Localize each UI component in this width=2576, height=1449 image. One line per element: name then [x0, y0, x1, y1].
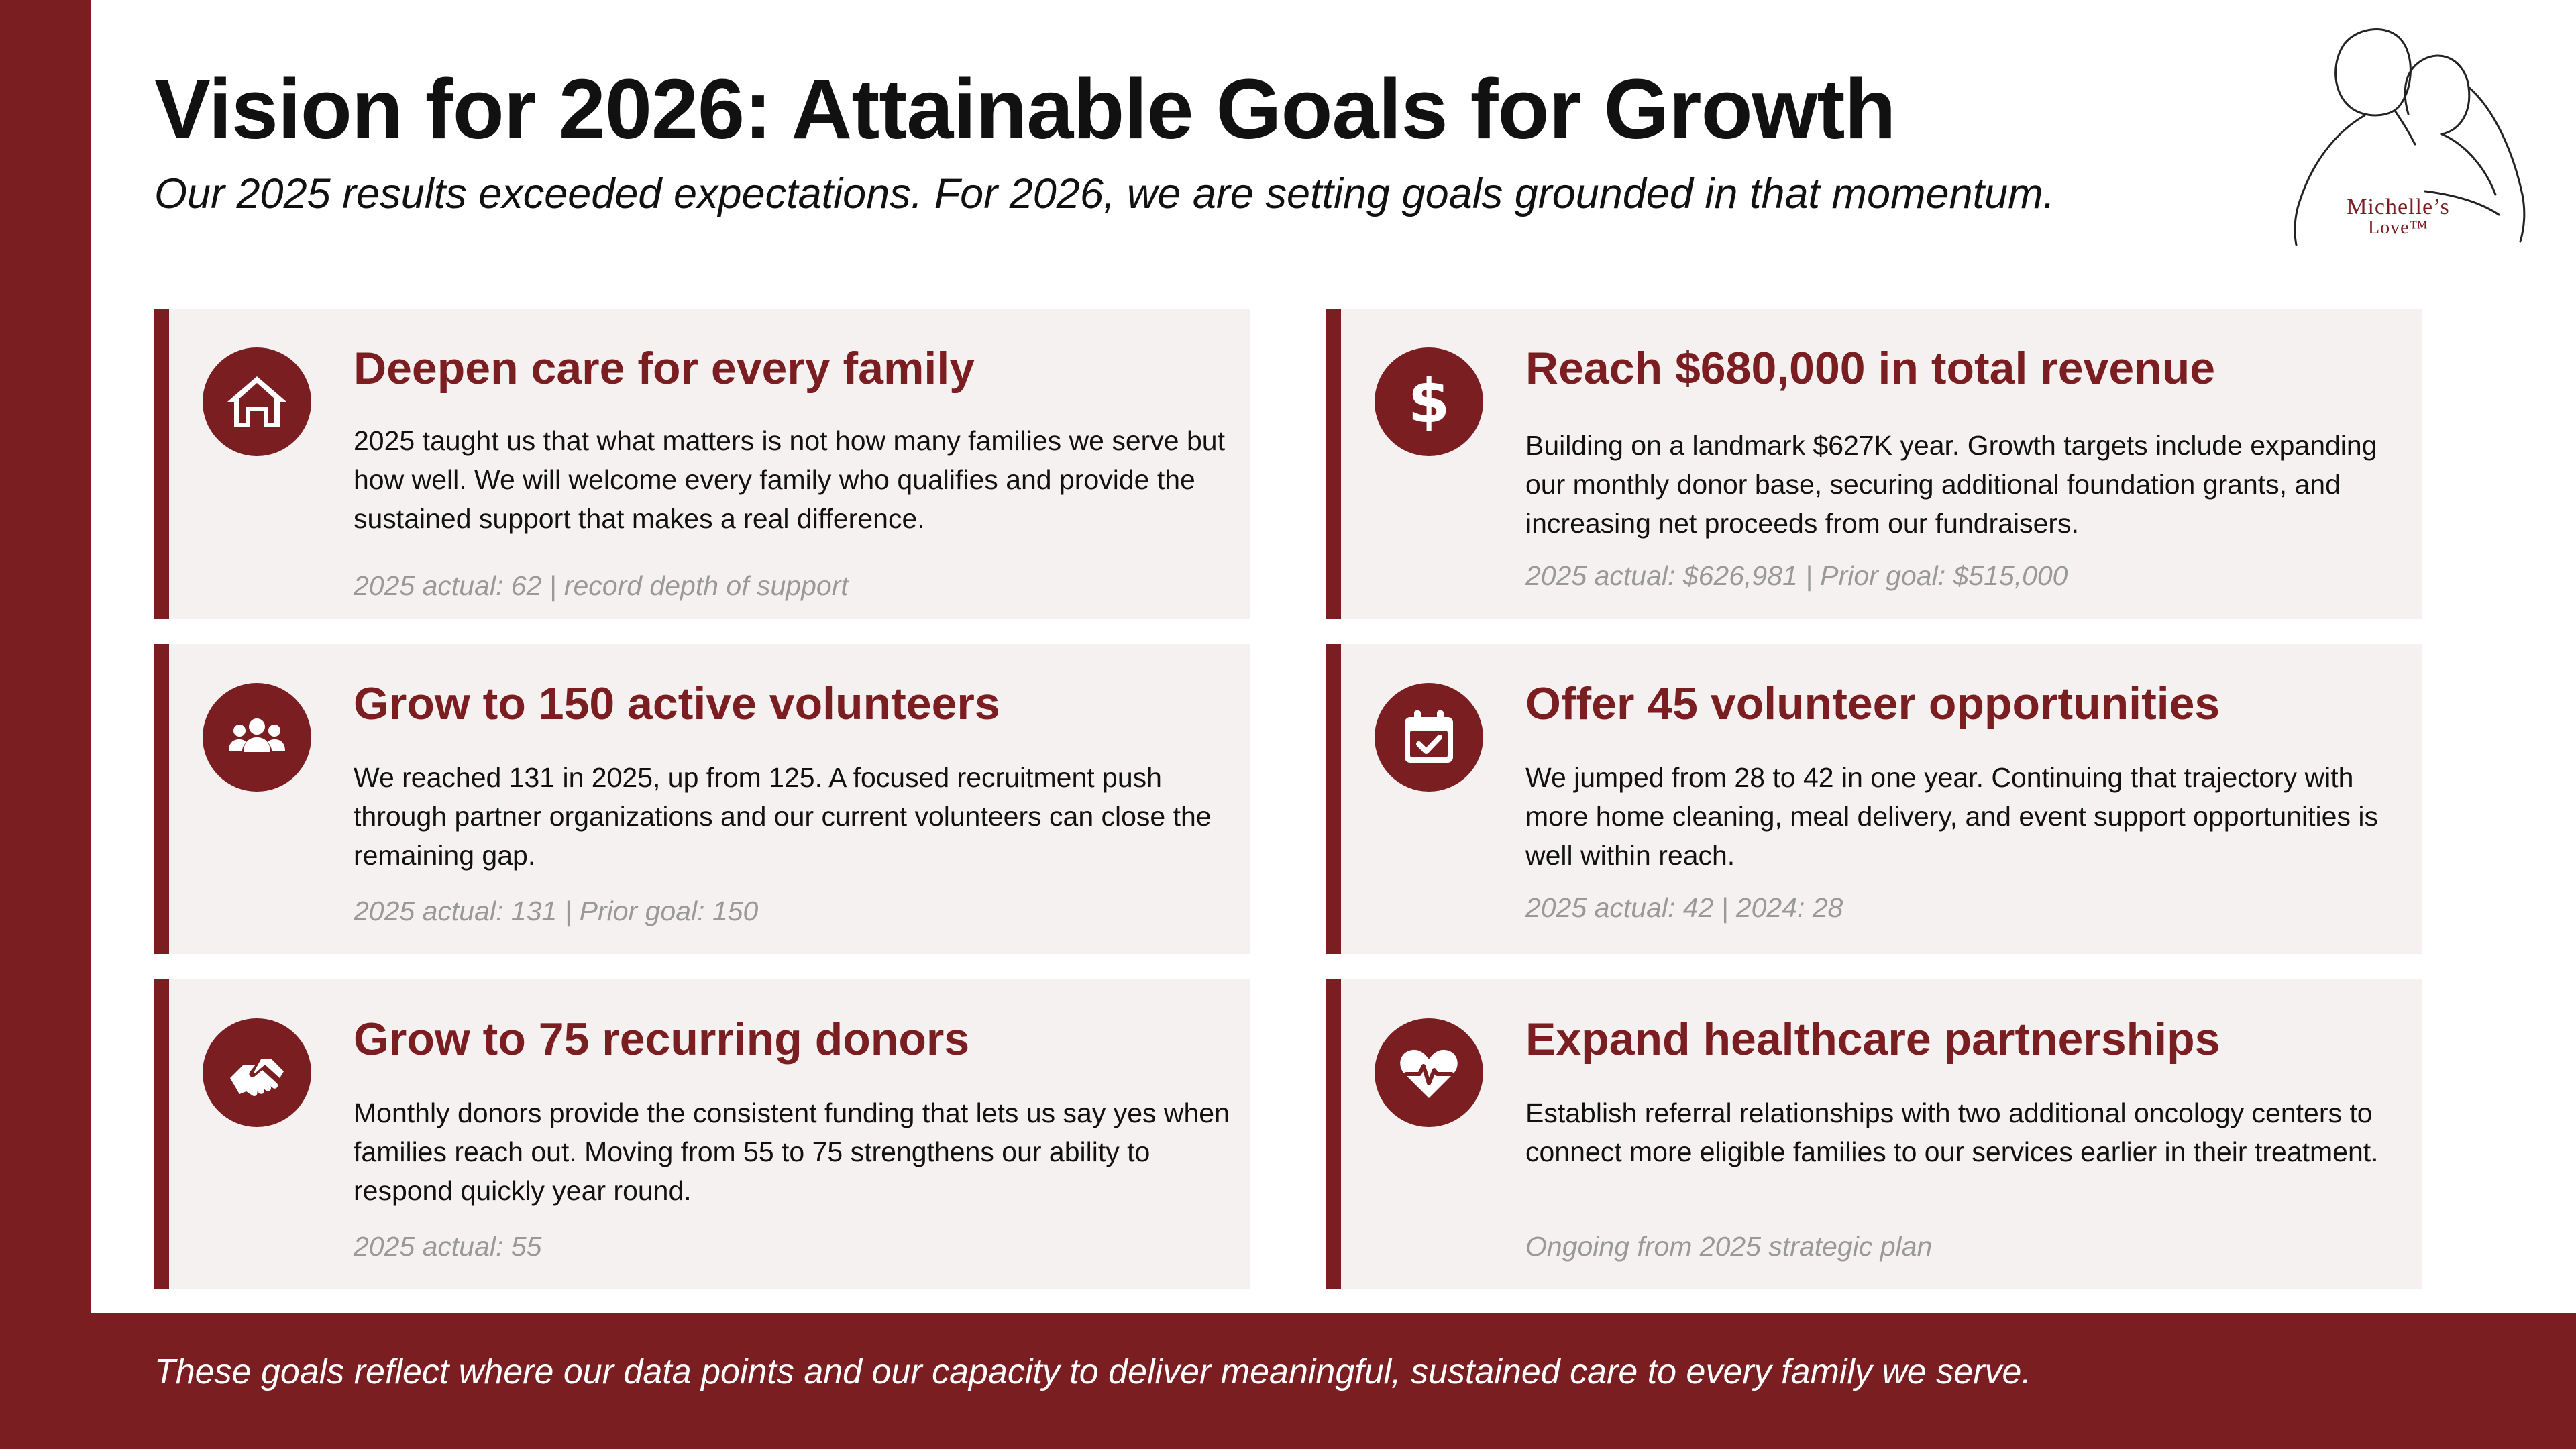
goal-metric: 2025 actual: 131 | Prior goal: 150: [354, 896, 759, 926]
goal-heading: Deepen care for every family: [354, 343, 975, 394]
goal-description: Establish referral relationships with two additional oncology centers to connect more eligible families to our services earlier in their treatment.: [1525, 1097, 2379, 1167]
goal-card-revenue: [1326, 309, 2422, 619]
page-title: Vision for 2026: Attainable Goals for Growth: [154, 62, 1896, 156]
svg-text:$: $: [1407, 368, 1450, 435]
goal-metric: 2025 actual: 62 | record depth of support: [354, 570, 849, 601]
goal-description: We jumped from 28 to 42 in one year. Continuing that trajectory with more home cleaning, meal delivery, and event support opportunities is well within reach.: [1525, 762, 2378, 871]
goal-heading: Expand healthcare partnerships: [1525, 1014, 2220, 1065]
goal-description: 2025 taught us that what matters is not how many families we serve but how well. We will welcome every family who qualifies and provide the sustained support that makes a real difference.: [354, 425, 1225, 534]
goal-heading: Reach $680,000 in total revenue: [1525, 343, 2216, 394]
dollar-icon: [1375, 347, 1483, 456]
goal-metric: 2025 actual: $626,981 | Prior goal: $515,000: [1525, 560, 2068, 591]
goal-heading: Offer 45 volunteer opportunities: [1525, 678, 2220, 729]
goal-card-healthcare: [1326, 979, 2422, 1289]
goal-card-recurring-donors: [154, 979, 1250, 1289]
goal-description: We reached 131 in 2025, up from 125. A focused recruitment push through partner organizations and our current volunteers can close the remaining gap.: [354, 762, 1212, 871]
people-group-icon: [203, 683, 311, 792]
goal-metric: 2025 actual: 42 | 2024: 28: [1525, 892, 1843, 923]
handshake-icon: [203, 1018, 311, 1127]
house-icon: [203, 347, 311, 456]
logo-line-1: Michelle’s: [2347, 195, 2450, 219]
logo-wordmark: [2324, 196, 2472, 237]
logo-line-2: Love™: [2368, 217, 2428, 238]
goal-metric: 2025 actual: 55: [354, 1231, 542, 1262]
goal-heading: Grow to 150 active volunteers: [354, 678, 1000, 729]
goal-card-family-care: [154, 309, 1250, 619]
page-subtitle: Our 2025 results exceeded expectations. For 2026, we are setting goals grounded in that momentum.: [154, 170, 2055, 217]
goal-metric: Ongoing from 2025 strategic plan: [1525, 1231, 1933, 1262]
goal-card-opportunities: [1326, 644, 2422, 954]
goal-card-volunteers: [154, 644, 1250, 954]
goal-description: Monthly donors provide the consistent funding that lets us say yes when families reach out. Moving from 55 to 75 strengthens our ability to respond quickly year round.: [354, 1097, 1230, 1206]
slide-canvas: [91, 0, 2576, 1313]
footer-statement: These goals reflect where our data points and our capacity to deliver meaningful, sustained care to every family we serve.: [154, 1352, 2031, 1391]
goal-description: Building on a landmark $627K year. Growth targets include expanding our monthly donor base, securing additional foundation grants, and increasing net proceeds from our fundraisers.: [1525, 430, 2377, 539]
calendar-check-icon: [1375, 683, 1483, 792]
goal-heading: Grow to 75 recurring donors: [354, 1014, 970, 1065]
heart-pulse-icon: [1375, 1018, 1483, 1127]
